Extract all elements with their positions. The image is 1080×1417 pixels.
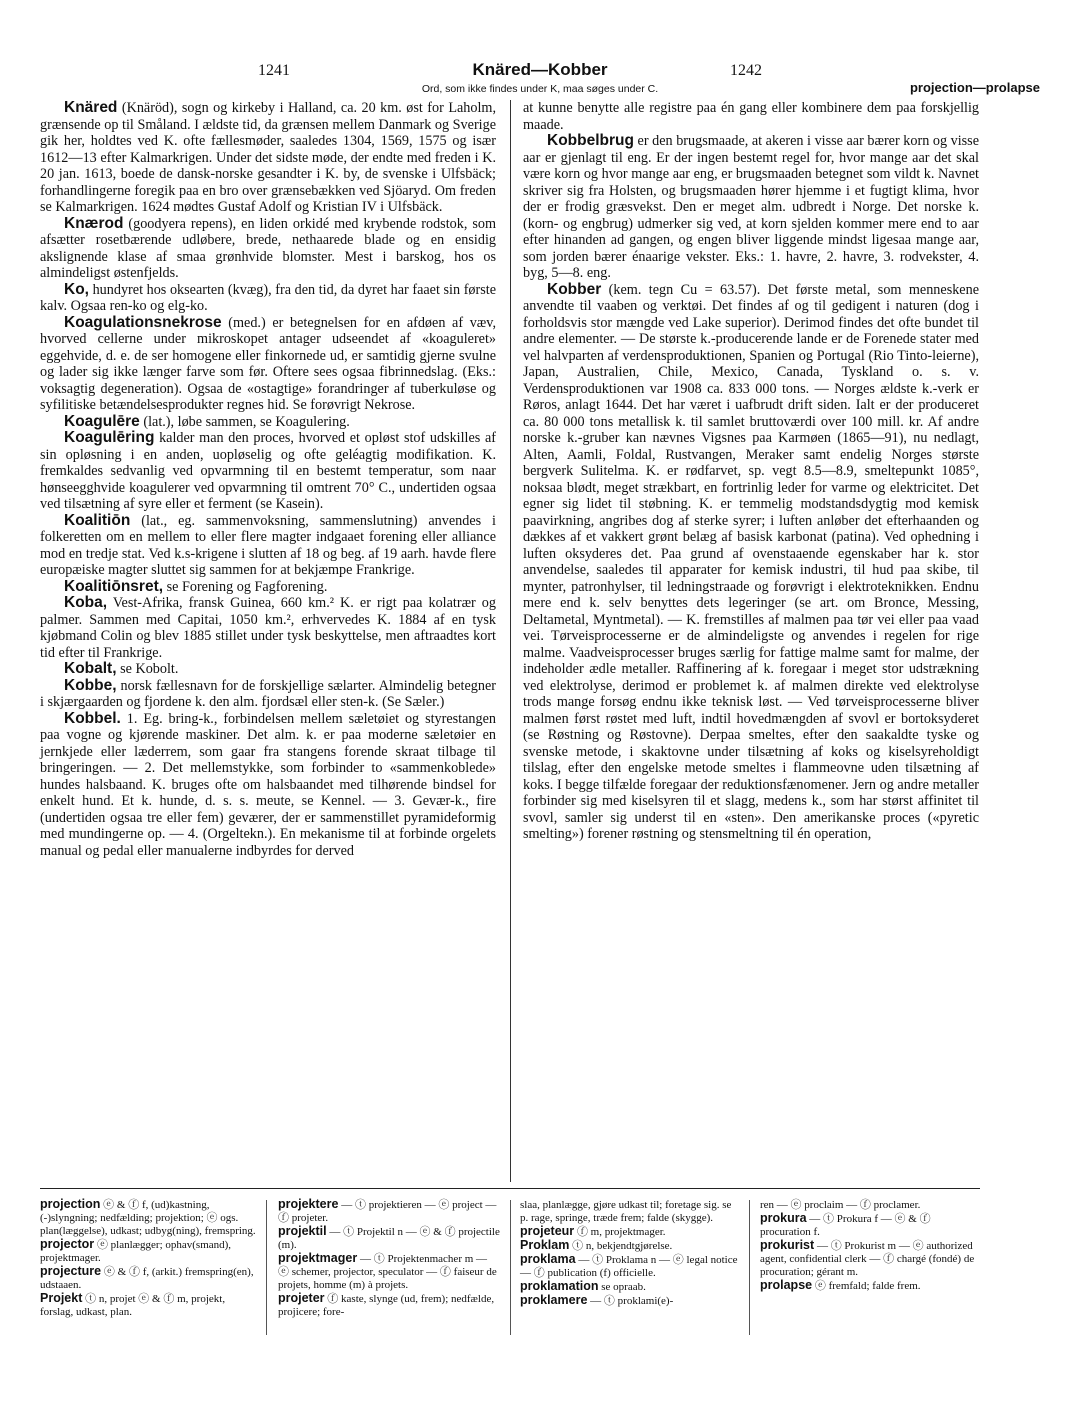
footer-text: slaa, planlægge, gjøre udkast til; foretage sig. se p. rage, springe, træde frem; falde (skygge).	[520, 1199, 732, 1224]
entry-text: er den brugsmaade, at akeren i visse aar bærer korn og visse aar er gjenlagt til eng. Er der ingen bestemt regel for, hvor mange aar det skal være korn og hvor mange aar eng, er brugsmaaden betegnet som vildt k. Navnet skriver sig fra Holsten, og brugsmaaden hører hjemme i et fugtigt klima, hvor der er frodig græsvekst. Den er meget alm. udbredt i Norge. Det norske k. (korn- og engbrug) udmerker sig ved, at korn sjelden kommer mere end to aar efter hinanden ad gangen, og engen bliver liggende mindst ligesaa mange aar, som jorden bærer énaarige vekster. Eks.: 1. havre, 2. havre, 3. rodvekster, 4. byg, 5—8. eng.	[523, 133, 979, 281]
footer-entry	[760, 1212, 980, 1239]
footer-text: ⓕ kaste, slynge (ud, frem); nedfælde, projicere; fore-	[278, 1293, 495, 1318]
footer-entry	[278, 1252, 500, 1292]
footer-text: se opraab.	[598, 1281, 646, 1293]
footer-column-2	[278, 1198, 500, 1319]
footer-headword: Projekt	[40, 1291, 83, 1305]
entry-knaerod	[40, 216, 496, 282]
footer-entry	[40, 1292, 258, 1319]
entry-text: 1. Eg. bring-k., forbindelsen mellem sæletøiet og styrestangen paa vogne og kjørende maskiner. Det alm. k. er paa moderne sæletøier en jernkjede eller læderrem, som gaar fra stangens forende skraat tilbage til bringeringen. — 2. Det mellemstykke, som forbinder to «sammenkoblede» hundes halsbaand. K. bruges ofte om halsbaandet med tilhørende bindsel for enkelt hund. Et k. hunde, d. s. s. meute, se Kennel. — 3. Gevær-k., fire (undertiden ogsaa tre eller fem) geværer, der er sammenstillet pyramideformig med mundingerne op. — 4. (Orgeltekn.). En mekanisme til at forbinde orgelets manual og pedal eller manualerne indbyrdes for derved	[40, 710, 496, 859]
headword: Kobalt,	[64, 660, 117, 677]
entry-text: hundyret hos oksearten (kvæg), fra den tid, da dyret har faaet sin første kalv. Ogsaa ren-ko og elg-ko.	[40, 281, 496, 314]
footer-entry	[520, 1225, 738, 1239]
headword: Kobber	[547, 280, 602, 298]
footer-text: — ⓣ Projektenmacher m — ⓔ schemer, projector, speculator — ⓕ faiseur de projets, homme (m) à projets.	[278, 1253, 497, 1291]
footer-entry	[520, 1239, 738, 1253]
entry-text: (kem. tegn Cu = 63.57). Det første metal, som menneskene anvendte til vaaben og verktøi. Det findes af og til gedigent i naturen (dog i forholdsvis stor mængde ved Lake superior). Derimod findes det ofte bundet til andre elementer. — De største k.-producerende lande er de Forenede stater med vel halvparten af verdensproduktionen, Spanien og Portugal (Rio Tinto-leierne), Japan, Australien, Chile, Mexico, Canada, Tyskland o. s. v. Verdensproduktionen var 1908 ca. 833 000 tons. — Norges ældste k.-verk er Røros, anlagt 1644. Det har været i uafbrudt drift siden. Ialt er der produceret ca. 80 000 tons metallisk k. til samlet bruttoværdi over 100 mill. kr. Af andre norske k.-gruber kan nævnes Vigsnes paa Karmøen (1865—91), nu nedlagt, Alten, Aamli, Foldal, Rustvangen, Meraker samt endelig Norges største bergverk Sulitelma. K. er rødfarvet, sp. vegt 8.5—8.9, smeltepunkt 1085°, noksaa blødt, meget strækbart, en fortrinlig leder for varme og elektricitet. Det egner sig lidet til støbning. K. er temmelig modstandsdygtig mod kemisk paavirkning, angribes dog af sterke syrer; i luften anløber det efterhaanden og dækkes af et vakkert grønt belæg af basisk karbonat (patina). Ved ophedning i luften oksyderes det. Paa grund af ovenstaaende egenskaber har k. stor anvendelse, saaledes til apparater for kemisk industri, til hud paa skibe, til mynter, patronhylser, til ledningstraade og forøvrigt i elektroteknikken. Endnu mere end k. selv benyttes dets legeringer (se art. om Bronce, Messing, Deltametal, Myntmetal). — K. fremstilles af malmen paa tør vei eller paa vaad vei. Tørveisprocesserne er de almindeligste og anvendes i regelen for rige malme. Vaadveisprocesser bruges særlig for fattige malme samt for malme, der indeholder ædle metaller. Raffinering af k. foregaar i meget stor udstrækning ved elektrolyse, derimod er problemet k. af malmen direkte ved elektrolyse trods mange forsøg endnu ikke teknisk løst. — Ved tørveisprocesserne bliver malmen først røstet med luft, indtil hovedmængden af svovl er bortoksyderet (se Røstning og Røstovne). Derpaa smeltes, efter den saakaldte tyske og svenske metode, i skaktovne under tilsætning af koks og kiselsyreholdigt tilslag, efter den engelske metode smeltes i flammeovne uden tilsætning af koks. I begge tilfælde foregaar der reduktionsfænomener. Jern og andre metaller forbinder sig med kiselsyren til et slagg, medens k., som har størst affinitet til svovl, samler sig underst til en «sten». Den amerikanske proces («pyretic smelting») forener røstning og stensmeltning til én operation,	[523, 281, 979, 842]
headword: Koagulationsnekrose	[64, 313, 222, 331]
footer-entry	[278, 1225, 500, 1252]
footer-entry	[520, 1280, 738, 1294]
page-header	[40, 58, 1040, 106]
entry-koalition	[40, 513, 496, 579]
footer-headword: projecture	[40, 1264, 102, 1278]
headword: Koagulēre	[64, 412, 140, 430]
footer-headword: prokurist	[760, 1238, 815, 1252]
entry-knared	[40, 100, 496, 216]
entry-koalitionsret	[40, 579, 496, 596]
footer-headword: projection	[40, 1197, 101, 1211]
headword: Koalitiōnsret,	[64, 577, 164, 595]
footer-headword: prolapse	[760, 1278, 813, 1292]
footer-entry	[760, 1279, 980, 1293]
footer-headword: prokura	[760, 1211, 807, 1225]
footer-text: — ⓣ Projektil n — ⓔ & ⓕ projectile (m).	[278, 1226, 500, 1251]
entry-kobber	[523, 282, 979, 843]
footer-entry	[40, 1198, 258, 1238]
headword: Kobbe,	[64, 676, 117, 694]
footer-text: ⓔ planlægger; ophav(smand), projektmager.	[40, 1239, 232, 1264]
column-divider	[510, 100, 511, 1182]
left-column	[40, 100, 496, 859]
footer-text: — ⓣ projektieren — ⓔ project — ⓕ projeter.	[278, 1199, 497, 1224]
footer-text: ⓔ fremfald; falde frem.	[812, 1280, 921, 1292]
entry-kobbe	[40, 678, 496, 711]
entry-text: (Knäröd), sogn og kirkeby i Halland, ca. 20 km. øst for Laholm, grænsende op til Småland. I ældste tid, da grænsen mellem Danmark og Sverige gik her, holdtes ved K. ofte fællesmøder, saaledes 1304, 1569, 1575 og især 1612—13 efter Kalmarkrigen. Under det sidste møde, der endte med freden i K. 20 jan. 1613, boede de dansk-norske gesandter i K. by, de svenske i Ulfsbäck; forhandlingerne foregik paa en bro over grænsebækken ved Sjöaryd. Om freden se Kalmarkrigen. 1624 mødtes Gustaf Adolf og Kristian IV i Ulfsbäck.	[40, 100, 496, 215]
footer-entry	[40, 1265, 258, 1292]
footer-headword: projektmager	[278, 1251, 358, 1265]
right-column	[523, 100, 979, 843]
entry-text: (goodyera repens), en liden orkidé med krybende rodstok, som afsætter rosetbærende udløbere, brede, nethaarede blade og en ensidig akslignende klase af smaa grønhvide blomster. Mest i barskog, hos os almindeligst østenfjelds.	[40, 215, 496, 281]
footer-text: — ⓣ Proklama n — ⓔ legal notice — ⓕ publication (f) officielle.	[520, 1254, 738, 1279]
footer-headword: Proklam	[520, 1238, 570, 1252]
headword: Knäred	[64, 99, 118, 116]
footer-text: ren — ⓔ proclaim — ⓕ proclamer.	[760, 1199, 921, 1211]
footer-divider-1	[266, 1200, 267, 1335]
footer-text: ⓣ n, bekjendtgjørelse.	[569, 1240, 673, 1252]
footer-divider-3	[749, 1200, 750, 1335]
page-number-right: 1242	[730, 62, 762, 79]
footer-headword: projektil	[278, 1224, 327, 1238]
page-number-left: 1241	[258, 62, 290, 79]
headword: Koagulēring	[64, 429, 155, 446]
entry-koagulering	[40, 430, 496, 513]
footer-text: ⓣ n, projet ⓔ & ⓕ m, projekt, forslag, udkast, plan.	[40, 1293, 226, 1318]
footer-range: projection—prolapse	[909, 80, 1040, 95]
page-title: Knäred—Kobber	[472, 60, 608, 79]
entry-kobalt	[40, 661, 496, 678]
footer-text: ⓔ & ⓕ f, (ud)kastning, (-)slyngning; nedfælding; projektion; ⓔ ogs. plan(læggelse), udkast; udbyg(ning), fremspring.	[40, 1199, 256, 1237]
footer-text: ⓔ & ⓕ f, (arkit.) fremspring(en), udstaaen.	[40, 1266, 254, 1291]
entry-text: (lat.), løbe sammen, se Koagulering.	[139, 413, 350, 430]
entry-text: (lat., eg. sammenvoksning, sammenslutning) anvendes i folkeretten om en mellem to eller flere magter indgaaet forening eller alliance mod en tredje stat. Ved k.s-krigene i slutten af 18 og beg. af 19 aarh. havde flere europæiske magter sluttet sig sammen for at bekjæmpe Frankrige.	[40, 512, 496, 578]
footer-entry	[40, 1238, 258, 1265]
footer-entry	[278, 1292, 500, 1319]
footer-headword: projektere	[278, 1197, 339, 1211]
footer-headword: proklamation	[520, 1279, 599, 1293]
headword: Koba,	[64, 594, 108, 611]
entry-koagulere	[40, 414, 496, 431]
footer-divider	[40, 1188, 980, 1189]
entry-text: (med.) er betegnelsen for en afdøen af væv, hvorved cellerne under mikroskopet antager udseendet af «koaguleret» eggehvide, d. e. de ser homogene eller finkornede ud, er samtidig gjerne svulne og lader sig ikke længer farve som før. Oftere sees ogsaa fibrinnedslag. (Eks.: voksagtig degeneration). Ogsaa de «ostagtige» forandringer af tuberkuløse og syfilitiske betændelsesprodukter regnes hid. Se forøvrigt Nekrose.	[40, 314, 496, 413]
entry-kobbelbrug	[523, 133, 979, 282]
entry-text: kalder man den proces, hvorved et opløst stof udskilles af sin opløsning i en anden, uopløselig og ofte geléagtig modifikation. K. fremkaldes sedvanlig ved opvarmning til en bestemt temperatur, som naar hønseegghvide koagulerer ved opvarmning til omtrent 70° C., undertiden ogsaa ved tilsætning af syre eller et ferment (se Kasein).	[40, 430, 496, 512]
footer-entry	[760, 1198, 980, 1212]
entry-kobbel	[40, 711, 496, 860]
footer-entry	[760, 1239, 980, 1279]
headword: Knærod	[64, 214, 124, 232]
footer-headword: projeter	[278, 1291, 325, 1305]
footer-headword: projeteur	[520, 1224, 575, 1238]
page-subtitle: Ord, som ikke findes under K, maa søges under C.	[421, 83, 659, 95]
footer-headword: projector	[40, 1237, 95, 1251]
entry-text: se Forening og Fagforening.	[163, 578, 328, 595]
footer-column-1	[40, 1198, 258, 1319]
footer-headword: proklamere	[520, 1293, 588, 1307]
footer-divider-2	[510, 1200, 511, 1335]
headword: Koalitiōn	[64, 511, 131, 529]
footer-column-4	[760, 1198, 980, 1293]
footer-text: — ⓣ Prokurist m — ⓔ authorized agent, confidential clerk — ⓕ chargé (fondé) de procuration; gérant m.	[760, 1240, 975, 1278]
entry-koagulationsnekrose	[40, 315, 496, 414]
headword: Kobbel.	[64, 709, 121, 727]
entry-ko	[40, 282, 496, 315]
entry-text: se Kobolt.	[116, 661, 179, 677]
footer-entry	[520, 1198, 738, 1225]
footer-entry	[520, 1253, 738, 1280]
entry-text: norsk fællesnavn for de forskjellige sælarter. Almindelig betegner i skjærgaarden og fjordene k. den alm. fjordsæl eller sten-k. (Se Sæler.)	[40, 677, 496, 710]
footer-headword: proklama	[520, 1252, 576, 1266]
headword: Ko,	[64, 280, 89, 298]
entry-text: Vest-Afrika, fransk Guinea, 660 km.² K. er rigt paa kolatrær og palmer. Sammen med Capitai, 1050 km.², erhvervedes K. 1884 af en tysk kjøbmand Colin og blev 1885 stillet under tysk beskyttelse, men aftraadtes kort tid efter til Frankrige.	[40, 595, 496, 661]
footer-text: — ⓣ proklami(e)-	[587, 1295, 674, 1307]
footer-text: — ⓣ Prokura f — ⓔ & ⓕ procuration f.	[760, 1213, 931, 1238]
footer-text: ⓕ m, projektmager.	[574, 1226, 666, 1238]
footer-entry	[520, 1294, 738, 1308]
footer-entry	[278, 1198, 500, 1225]
headword: Kobbelbrug	[547, 132, 634, 149]
entry-koba	[40, 595, 496, 661]
footer-column-3	[520, 1198, 738, 1308]
entry-continuation: at kunne benytte alle registre paa én gang eller kombinere dem paa forskjellig maade.	[523, 100, 979, 133]
